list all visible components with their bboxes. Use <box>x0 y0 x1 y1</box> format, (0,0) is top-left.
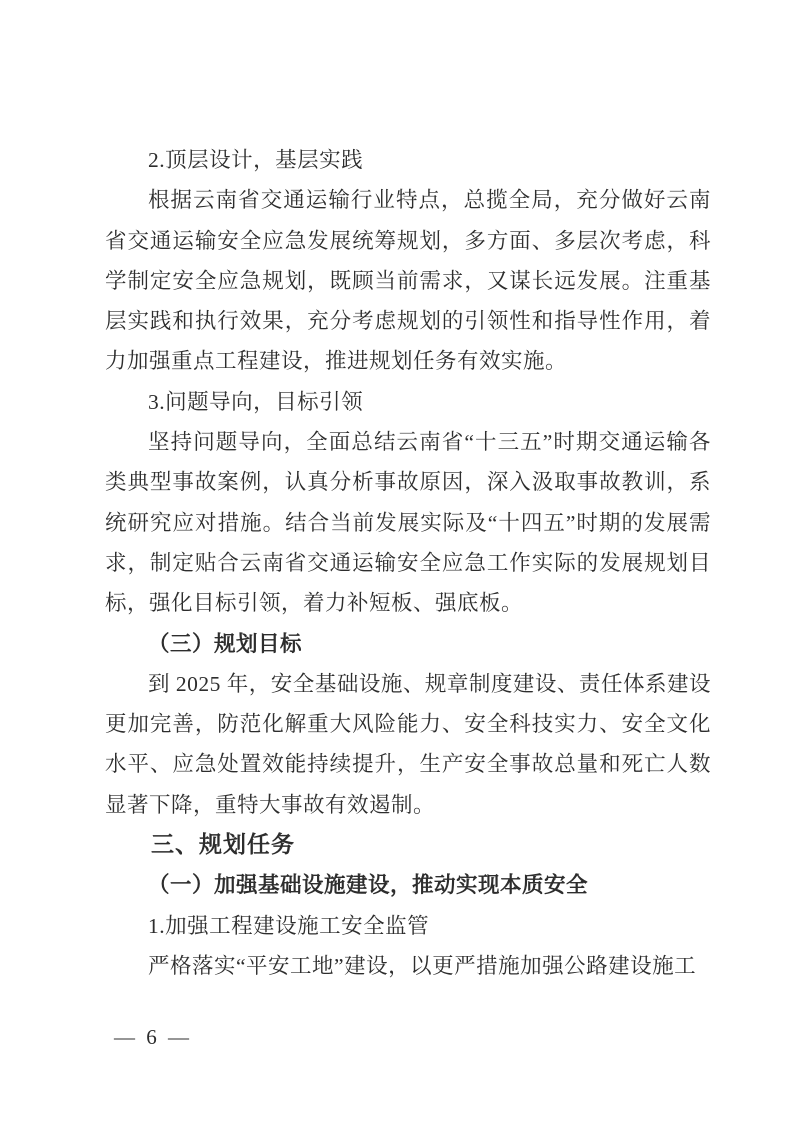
page-number: — 6 — <box>114 1025 192 1049</box>
heading-strengthen-infrastructure: （一）加强基础设施建设，推动实现本质安全 <box>148 873 589 898</box>
heading-planning-goals: （三）规划目标 <box>148 631 303 656</box>
subheading-top-level-design: 2.顶层设计，基层实践 <box>148 148 364 172</box>
paragraph-safe-worksite: 严格落实“平安工地”建设，以更严措施加强公路建设施工 <box>148 953 697 978</box>
paragraph-problem-oriented: 坚持问题导向，全面总结云南省“十三五”时期交通运输各类典型事故案例，认真分析事故原因，深入汲取事故教训，系统研究应对措施。结合当前发展实际及“十四五”时期的发展需求，制定贴合云南省交通运输安全应急工作实际的发展规划目标，强化目标引领，着力补短板、强底板。 <box>105 430 711 616</box>
subheading-construction-safety-supervision: 1.加强工程建设施工安全监管 <box>148 913 430 938</box>
heading-planning-tasks: 三、规划任务 <box>151 832 295 858</box>
paragraph-overall-planning: 根据云南省交通运输行业特点，总揽全局，充分做好云南省交通运输安全应急发展统筹规划，多方面、多层次考虑，科学制定安全应急规划，既顾当前需求，又谋长远发展。注重基层实践和执行效果，充分考虑规划的引领性和指导性作用，着力加强重点工程建设，推进规划任务有效实施。 <box>105 188 711 374</box>
document-body <box>105 140 711 986</box>
subheading-problem-oriented: 3.问题导向，目标引领 <box>148 389 364 414</box>
paragraph-2025-goals: 到 2025 年，安全基础设施、规章制度建设、责任体系建设更加完善，防范化解重大风险能力、安全科技实力、安全文化水平、应急处置效能持续提升，生产安全事故总量和死亡人数显著下降，重特大事故有效遏制。 <box>105 671 711 817</box>
